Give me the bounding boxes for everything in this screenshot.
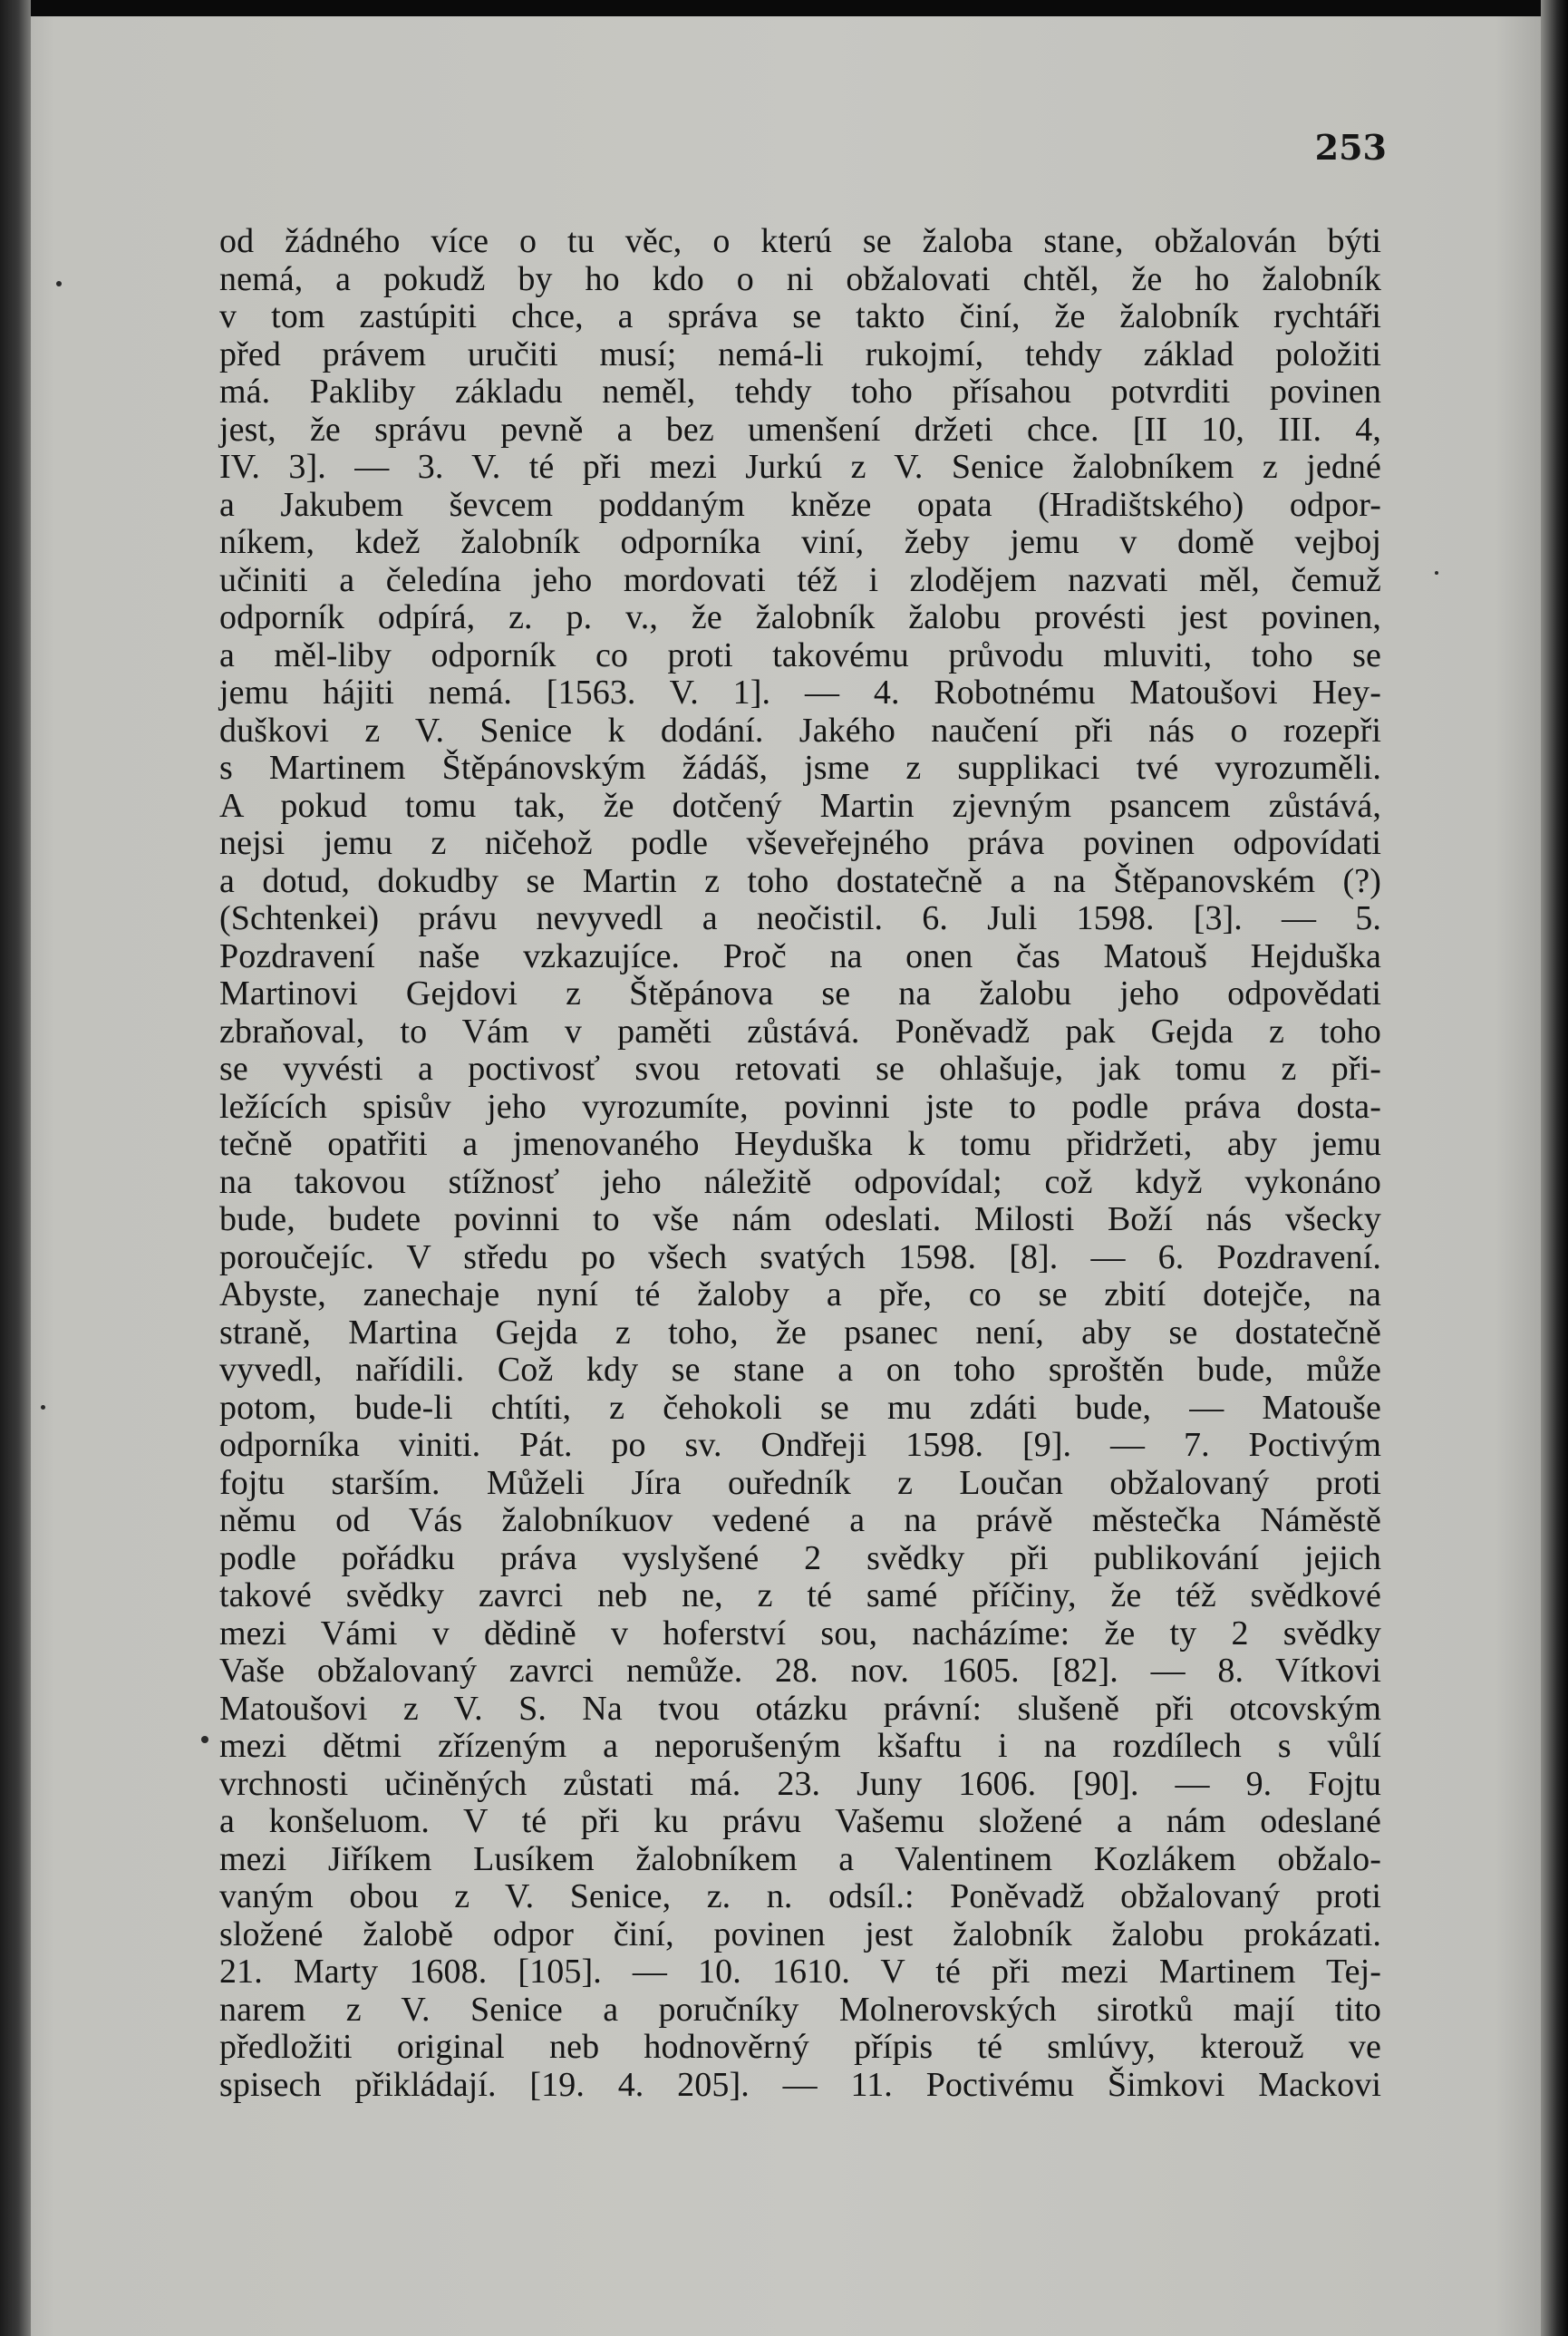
text-line: zbraňoval, to Vám v paměti zůstává. Poněvadž pak Gejda z toho: [219, 1012, 1381, 1051]
text-line: v tom zastúpiti chce, a správa se takto činí, že žalobník rychtáři: [219, 297, 1381, 335]
text-line: vyvedl, nařídili. Což kdy se stane a on toho sproštěn bude, může: [219, 1351, 1381, 1389]
scan-left-border: [0, 0, 31, 2336]
text-line: poroučejíc. V středu po všech svatých 1598. [8]. — 6. Pozdravení.: [219, 1237, 1381, 1276]
text-line: mezi Vámi v dědině v hoferství sou, nacházíme: že ty 2 svědky: [219, 1614, 1381, 1653]
text-line: 21. Marty 1608. [105]. — 10. 1610. V té při mezi Martinem Tej-: [219, 1953, 1381, 1991]
text-line: předložiti original neb hodnověrný přípis té smlúvy, kterouž ve: [219, 2028, 1381, 2066]
text-line: se vyvésti a poctivosť svou retovati se ohlašuje, jak tomu z při-: [219, 1050, 1381, 1088]
text-line: straně, Martina Gejda z toho, že psanec není, aby se dostatečně: [219, 1313, 1381, 1352]
dust-speck: [41, 1405, 45, 1410]
text-line: Martinovi Gejdovi z Štěpánova se na žalobu jeho odpovědati: [219, 974, 1381, 1013]
text-line: před právem uručiti musí; nemá-li rukojmí, tehdy základ položiti: [219, 334, 1381, 373]
text-line: má. Pakliby základu neměl, tehdy toho přísahou potvrditi povinen: [219, 373, 1381, 411]
text-line: mezi dětmi zřízeným a neporušeným kšaftu i na rozdílech s vůlí: [219, 1727, 1381, 1765]
text-line: a dotud, dokudby se Martin z toho dostatečně a na Štěpanovském (?): [219, 861, 1381, 900]
text-line: níkem, kdež žalobník odporníka viní, žeby jemu v domě vejboj: [219, 523, 1381, 561]
text-line: Vaše obžalovaný zavrci nemůže. 28. nov. 1605. [82]. — 8. Vítkovi: [219, 1652, 1381, 1690]
text-line: ležících spisův jeho vyrozumíte, povinni jste to podle práva dosta-: [219, 1087, 1381, 1126]
text-line: odporník odpírá, z. p. v., že žalobník žalobu provésti jest povinen,: [219, 598, 1381, 636]
text-line: tečně opatřiti a jmenovaného Heyduška k tomu přidržeti, aby jemu: [219, 1125, 1381, 1163]
page-number: 253: [1314, 127, 1387, 168]
text-line: spisech přikládají. [19. 4. 205]. — 11. Poctivému Šimkovi Mackovi: [219, 2065, 1381, 2104]
text-line: a Jakubem ševcem poddaným kněze opata (Hradištského) odpor-: [219, 485, 1381, 524]
text-line: odporníka viniti. Pát. po sv. Ondřeji 1598. [9]. — 7. Poctivým: [219, 1426, 1381, 1464]
text-line: jemu hájiti nemá. [1563. V. 1]. — 4. Robotnému Matoušovi Hey-: [219, 674, 1381, 712]
text-line: (Schtenkei) právu nevyvedl a neočistil. 6. Juli 1598. [3]. — 5.: [219, 899, 1381, 937]
page-body-text: [219, 223, 1381, 2104]
text-line: učiniti a čeledína jeho mordovati též i zlodějem nazvati měl, čemuž: [219, 560, 1381, 599]
text-line: narem z V. Senice a poručníky Molnerovských sirotků mají tito: [219, 1990, 1381, 2029]
text-line: Pozdravení naše vzkazujíce. Proč na onen čas Matouš Hejduška: [219, 936, 1381, 975]
text-line: IV. 3]. — 3. V. té při mezi Jurkú z V. Senice žalobníkem z jedné: [219, 448, 1381, 486]
dust-speck: [201, 1736, 208, 1743]
scan-right-border: [1541, 0, 1568, 2336]
text-line: nemá, a pokudž by ho kdo o ni obžalovati chtěl, že ho žalobník: [219, 259, 1381, 298]
scan-top-border: [0, 0, 1568, 16]
text-line: vrchnosti učiněných zůstati má. 23. Juny 1606. [90]. — 9. Fojtu: [219, 1764, 1381, 1803]
text-line: Abyste, zanechaje nyní té žaloby a pře, co se zbití dotejče, na: [219, 1275, 1381, 1313]
text-line: takové svědky zavrci neb ne, z té samé příčiny, že též svědkové: [219, 1576, 1381, 1614]
text-line: potom, bude-li chtíti, z čehokoli se mu zdáti bude, — Matouše: [219, 1388, 1381, 1427]
text-line: od žádného více o tu věc, o kterú se žaloba stane, obžalován býti: [219, 222, 1381, 260]
text-line: jest, že správu pevně a bez umenšení držeti chce. [II 10, III. 4,: [219, 410, 1381, 449]
dust-speck: [56, 281, 62, 286]
text-line: Matoušovi z V. S. Na tvou otázku právní: slušeně při otcovským: [219, 1689, 1381, 1728]
dust-speck: [1435, 571, 1438, 575]
text-line: vaným obou z V. Senice, z. n. odsíl.: Poněvadž obžalovaný proti: [219, 1877, 1381, 1915]
text-line: podle pořádku práva vyslyšené 2 svědky při publikování jejich: [219, 1538, 1381, 1577]
text-line: a konšeluom. V té při ku právu Vašemu složené a nám odeslané: [219, 1802, 1381, 1840]
text-line: fojtu starším. Můželi Jíra ouředník z Loučan obžalovaný proti: [219, 1463, 1381, 1502]
text-line: složené žalobě odpor činí, povinen jest žalobník žalobu prokázati.: [219, 1914, 1381, 1953]
text-line: s Martinem Štěpánovským žádáš, jsme z supplikaci tvé vyrozuměli.: [219, 749, 1381, 787]
text-line: na takovou stížnosť jeho náležitě odpovídal; což když vykonáno: [219, 1162, 1381, 1201]
text-line: duškovi z V. Senice k dodání. Jakého naučení při nás o rozepři: [219, 711, 1381, 750]
text-line: a měl-liby odporník co proti takovému průvodu mluviti, toho se: [219, 635, 1381, 674]
text-line: bude, budete povinni to vše nám odeslati. Milosti Boží nás všecky: [219, 1200, 1381, 1238]
text-line: němu od Vás žalobníkuov vedené a na právě městečka Náměstě: [219, 1501, 1381, 1539]
text-line: nejsi jemu z ničehož podle vševeřejného práva povinen odpovídati: [219, 824, 1381, 862]
text-line: mezi Jiříkem Lusíkem žalobníkem a Valentinem Kozlákem obžalo-: [219, 1839, 1381, 1878]
text-line: A pokud tomu tak, že dotčený Martin zjevným psancem zůstává,: [219, 786, 1381, 825]
